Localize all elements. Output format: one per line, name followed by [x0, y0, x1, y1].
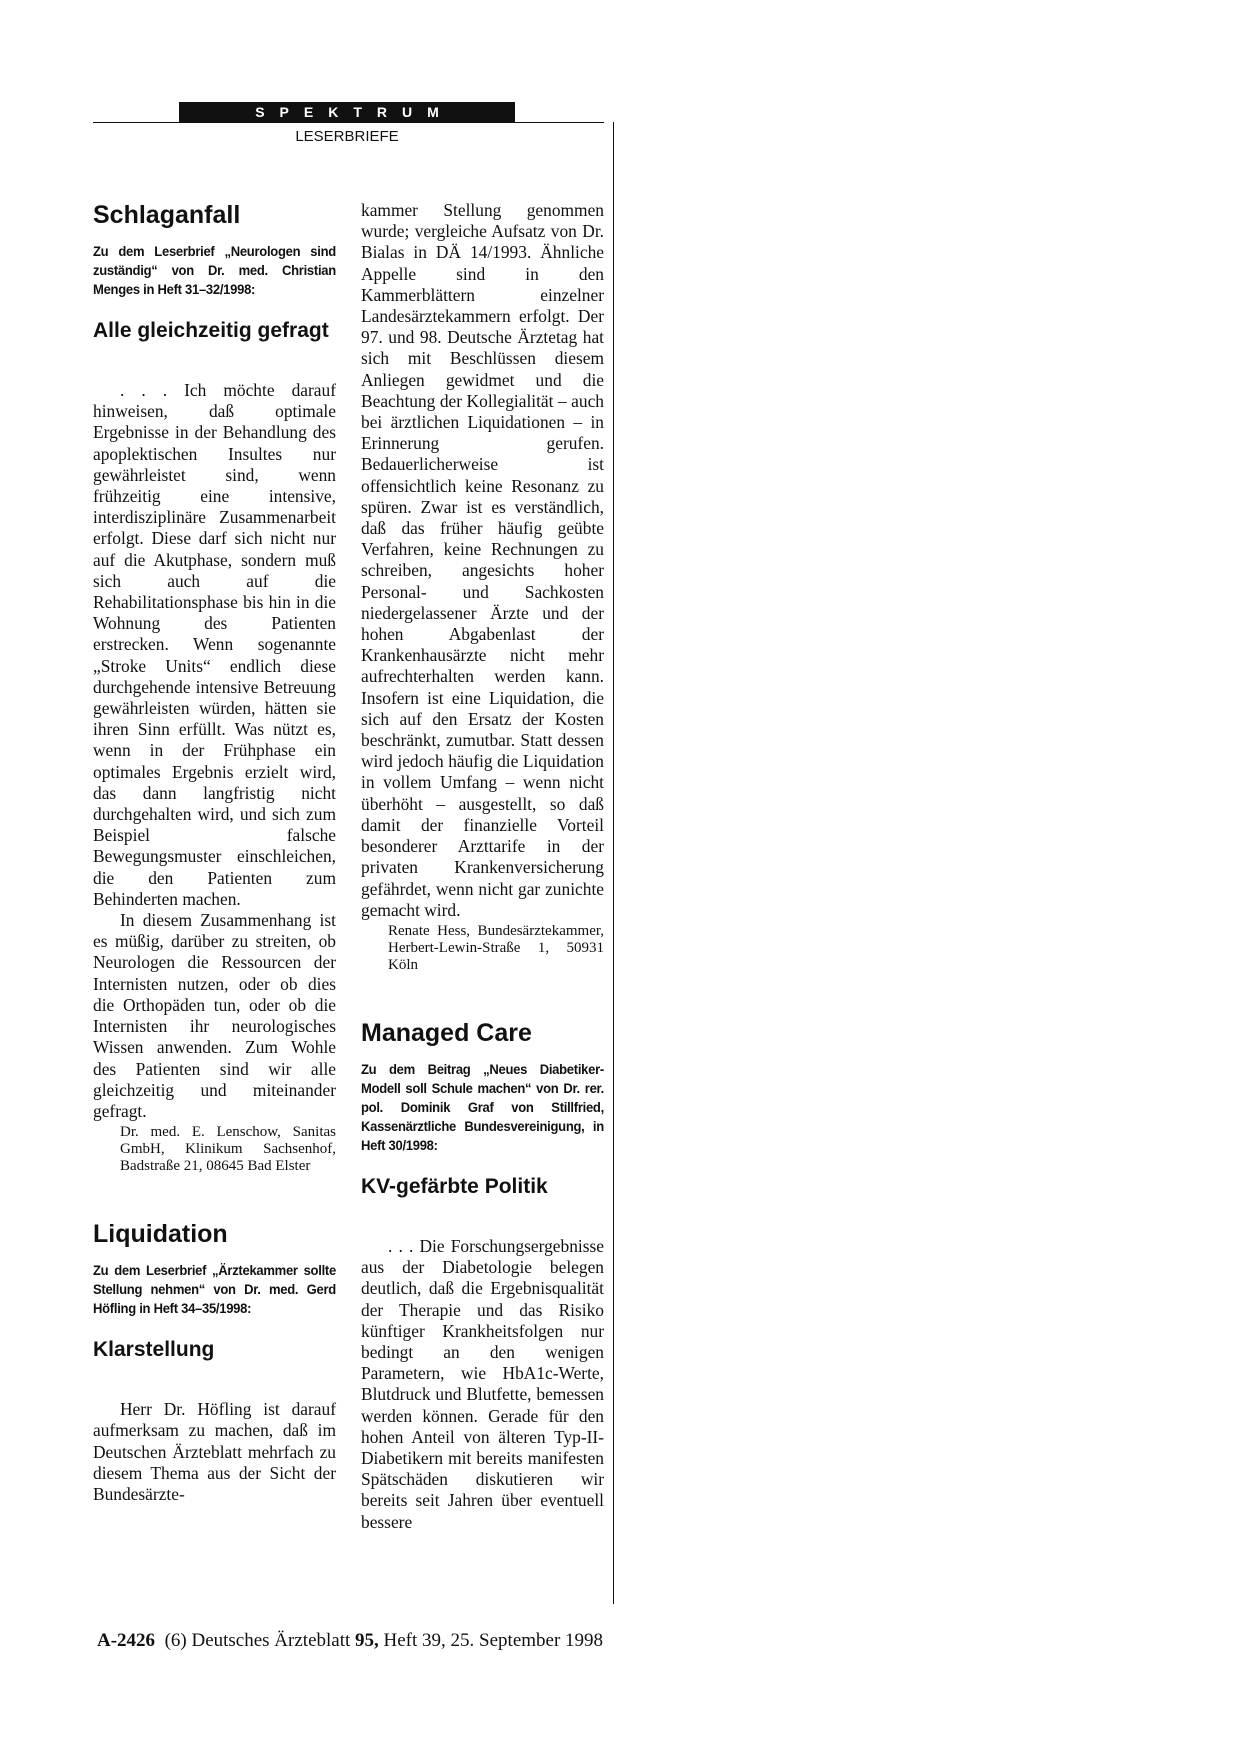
article-managed-care	[361, 1018, 604, 1533]
right-column	[361, 200, 604, 1533]
spacer	[93, 1175, 336, 1219]
letter-signature: Renate Hess, Bundesärztekammer, Herbert-Lewin-Straße 1, 50931 Köln	[388, 922, 604, 973]
publication: (6) Deutsches Ärzteblatt	[164, 1630, 351, 1651]
topic-title: Liquidation	[93, 1220, 228, 1249]
topic-title: Managed Care	[361, 1018, 532, 1047]
letter-paragraph: Herr Dr. Höfling ist darauf aufmerksam zu machen, daß im Deutschen Ärzteblatt mehrfach zu diesem Thema aus der Sicht der Bundesärzte-	[93, 1399, 336, 1504]
page-footer	[97, 1630, 603, 1652]
left-column	[93, 200, 336, 1505]
letter-signature: Dr. med. E. Lenschow, Sanitas GmbH, Klinikum Sachsenhof, Badstraße 21, 08645 Bad Elster	[120, 1124, 336, 1175]
letter-paragraph: . . . Ich möchte darauf hinweisen, daß optimale Ergebnisse in der Behandlung des apoplektischen Insultes nur gewährleistet sind, wenn frühzeitig eine intensive, interdisziplinäre Zusammenarbeit erfolgt. Diese darf sich nicht nur auf die Akutphase, sondern muß sich auch auf die Rehabilitationsphase bis hin in die Wohnung des Patienten erstrecken. Wenn sogenannte „Stroke Units“ endlich diese durchgehende intensive Betreuung gewährleisten würden, hätten sie ihren Sinn erfüllt. Was nützt es, wenn in der Frühphase ein optimales Ergebnis erzielt wird, das dann langfristig nicht durchgehalten wird, und sich zum Beispiel falsche Bewegungsmuster einschleichen, die den Patienten zum Behinderten machen.	[93, 380, 336, 909]
section-bar: SPEKTRUM	[179, 102, 515, 122]
topic-title: Schlaganfall	[93, 201, 241, 229]
letter-paragraph: . . . Die Forschungsergebnisse aus der Diabetologie belegen deutlich, daß die Ergebnisqualität der Therapie und das Risiko künftiger Krankheitsfolgen nur bedingt an den wenigen Parametern, wie HbA1c-Werte, Blutdruck und Blutfette, bemessen werden können. Gerade für den hohen Anteil von älteren Typ-II-Diabetikern mit bereits manifesten Spätschäden diskutieren wir bereits seit Jahren über eventuell bessere	[361, 1235, 604, 1532]
page-number: A-2426	[97, 1630, 156, 1651]
subsection-label: LESERBRIEFE	[295, 128, 399, 145]
issue-date: Heft 39, 25. September 1998	[383, 1630, 604, 1651]
letter-paragraph: kammer Stellung genommen wurde; vergleiche Aufsatz von Dr. Bialas in DÄ 14/1993. Ähnliche Appelle sind in den Kammerblättern einzelner Landesärztekammern erfolgt. Der 97. und 98. Deutsche Ärztetag hat sich mit Beschlüssen diesem Anliegen gewidmet und die Beachtung der Kollegialität – auch bei ärztlichen Liquidationen – in Erinnerung gerufen. Bedauerlicherweise ist offensichtlich keine Resonanz zu spüren. Zwar ist es verständlich, daß das früher häufig geübte Verfahren, keine Rechnungen zu schreiben, angesichts hoher Personal- und Sachkosten niedergelassener Ärzte und der hohen Abgabenlast der Krankenhausärzte nicht mehr aufrechterhalten werden kann. Insofern ist eine Liquidation, die sich auf den Ersatz der Kosten beschränkt, zumutbar. Statt dessen wird jedoch häufig die Liquidation in vollem Umfang – wenn nicht überhöht – ausgestellt, so daß damit der finanzielle Vorteil besonderer Arzttarife in der privaten Krankenversicherung gefährdet, wenn nicht gar zunichte gemacht wird.	[361, 200, 604, 920]
letter-headline: Alle gleichzeitig gefragt	[93, 319, 329, 342]
letter-reference: Zu dem Leserbrief „Ärztekammer sollte Stellung nehmen“ von Dr. med. Gerd Höfling in Heft 34–35/1998:	[93, 1262, 336, 1317]
article-schlaganfall	[93, 200, 336, 1175]
letter-reference: Zu dem Beitrag „Neues Diabetiker-Modell soll Schule machen“ von Dr. rer. pol. Dominik Graf von Stillfried, Kassenärztliche Bundesvereinigung, in Heft 30/1998:	[361, 1060, 604, 1153]
letter-reference: Zu dem Leserbrief „Neurologen sind zuständig“ von Dr. med. Christian Menges in Heft 31–32/1998:	[93, 243, 336, 297]
article-liquidation-continued	[361, 200, 604, 974]
letter-headline: KV-gefärbte Politik	[361, 1174, 548, 1198]
article-liquidation	[93, 1219, 336, 1505]
letter-paragraph: In diesem Zusammenhang ist es müßig, darüber zu streiten, ob Neurologen die Ressourcen der Internisten nutzen, oder ob dies die Orthopäden tun, oder ob die Internisten ihr neurologisches Wissen anwenden. Zum Wohle des Patienten sind wir alle gleichzeitig und miteinander gefragt.	[93, 910, 336, 1121]
letter-headline: Klarstellung	[93, 1338, 215, 1362]
spacer	[361, 974, 604, 1018]
volume: 95,	[355, 1630, 379, 1651]
column-rule	[613, 122, 614, 1604]
header-rule	[93, 122, 604, 123]
